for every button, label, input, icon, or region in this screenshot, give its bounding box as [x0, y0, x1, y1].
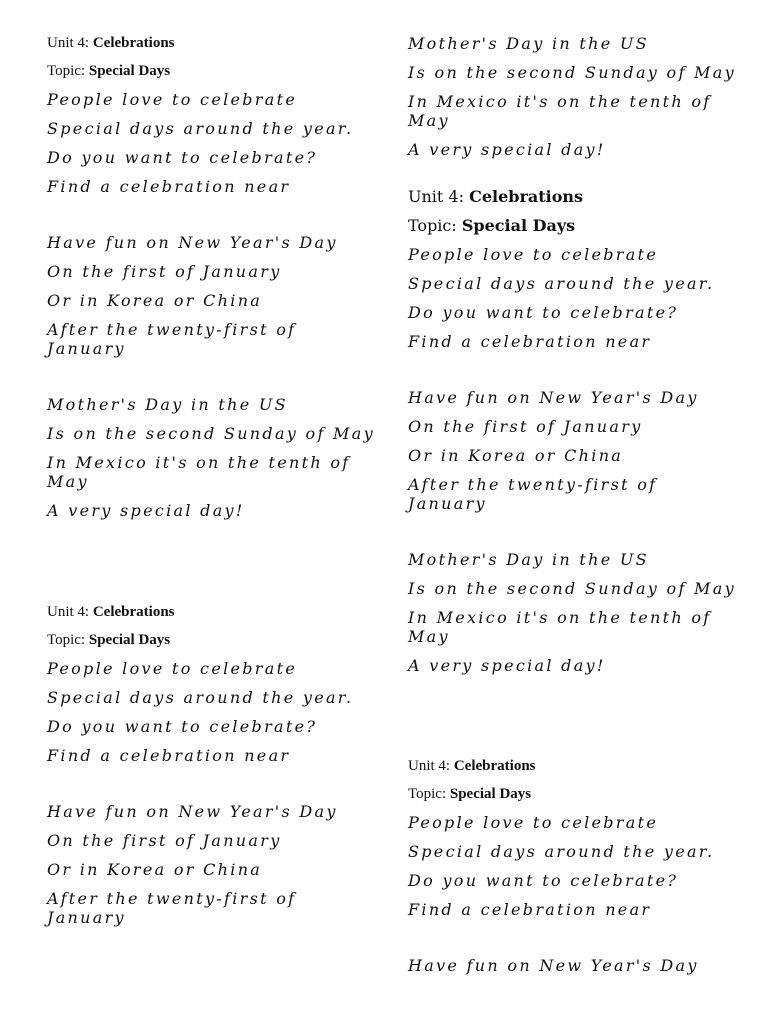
verse-line: Do you want to celebrate?: [408, 871, 679, 890]
verse-line: In Mexico it's on the tenth of May: [408, 608, 712, 646]
verse-line: People love to celebrate: [408, 813, 659, 832]
verse-line: Special days around the year.: [408, 842, 715, 861]
unit-heading: Unit 4: Celebrations: [47, 604, 175, 620]
verse-line: Have fun on New Year's Day: [47, 802, 338, 821]
verse-line: Find a celebration near: [408, 332, 652, 351]
verse-line: Have fun on New Year's Day: [408, 388, 699, 407]
verse-line: Special days around the year.: [47, 119, 354, 138]
verse-line: Or in Korea or China: [47, 860, 263, 879]
unit-heading: Unit 4: Celebrations: [408, 758, 536, 774]
poem-copy-3: [47, 603, 377, 937]
poem-copy-2-tail: [408, 34, 738, 169]
verse-line: On the first of January: [47, 262, 282, 281]
topic-heading: Topic: Special Days: [408, 786, 532, 802]
poem-copy-1: [47, 34, 377, 530]
verse-line: After the twenty-first of January: [408, 475, 658, 513]
verse-line: Special days around the year.: [47, 688, 354, 707]
verse-line: After the twenty-first of January: [47, 889, 297, 927]
topic-heading: Topic: Special Days: [47, 632, 171, 648]
verse-line: Do you want to celebrate?: [47, 148, 318, 167]
verse-line: Or in Korea or China: [408, 446, 624, 465]
verse-line: Find a celebration near: [47, 177, 291, 196]
verse-line: People love to celebrate: [47, 659, 298, 678]
verse-line: People love to celebrate: [47, 90, 298, 109]
verse-line: In Mexico it's on the tenth of May: [408, 92, 712, 130]
verse-line: A very special day!: [47, 501, 245, 520]
verse-line: Find a celebration near: [408, 900, 652, 919]
verse-line: Mother's Day in the US: [408, 550, 649, 569]
verse-line: Do you want to celebrate?: [47, 717, 318, 736]
verse-line: Mother's Day in the US: [408, 34, 649, 53]
verse-line: Find a celebration near: [47, 746, 291, 765]
unit-heading: Unit 4: Celebrations: [408, 187, 584, 206]
verse-line: On the first of January: [408, 417, 643, 436]
verse-line: Or in Korea or China: [47, 291, 263, 310]
verse-line: Is on the second Sunday of May: [408, 579, 736, 598]
verse-line: Is on the second Sunday of May: [47, 424, 375, 443]
poem-copy-5: [408, 757, 738, 985]
unit-heading: Unit 4: Celebrations: [47, 35, 175, 51]
verse-line: On the first of January: [47, 831, 282, 850]
verse-line: Is on the second Sunday of May: [408, 63, 736, 82]
verse-line: People love to celebrate: [408, 245, 659, 264]
verse-line: A very special day!: [408, 656, 606, 675]
poem-copy-4: [408, 187, 738, 685]
verse-line: Mother's Day in the US: [47, 395, 288, 414]
topic-heading: Topic: Special Days: [47, 63, 171, 79]
verse-line: Special days around the year.: [408, 274, 715, 293]
verse-line: Do you want to celebrate?: [408, 303, 679, 322]
verse-line: Have fun on New Year's Day: [47, 233, 338, 252]
verse-line: In Mexico it's on the tenth of May: [47, 453, 351, 491]
verse-line: Have fun on New Year's Day: [408, 956, 699, 975]
topic-heading: Topic: Special Days: [408, 216, 576, 235]
verse-line: After the twenty-first of January: [47, 320, 297, 358]
verse-line: A very special day!: [408, 140, 606, 159]
